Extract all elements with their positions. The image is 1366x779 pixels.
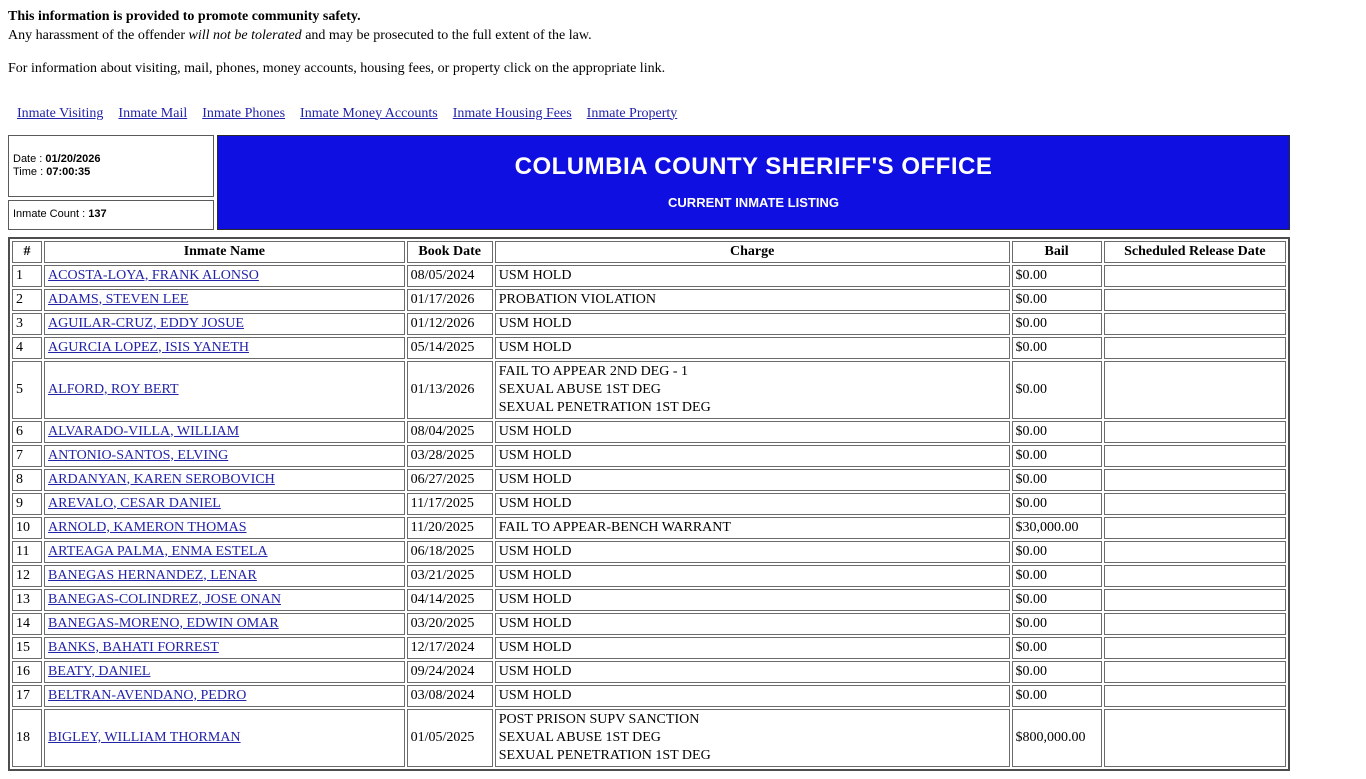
release-date-cell xyxy=(1104,289,1286,311)
charge-cell xyxy=(495,661,1010,683)
inmate-name-cell xyxy=(44,337,405,359)
row-number-cell: 8 xyxy=(12,469,42,491)
charge-line: SEXUAL PENETRATION 1ST DEG xyxy=(498,399,711,415)
table-row xyxy=(12,709,1286,767)
link-inmate-mail[interactable]: Inmate Mail xyxy=(118,105,188,121)
charge-line: SEXUAL ABUSE 1ST DEG xyxy=(498,381,661,397)
time-line xyxy=(13,166,208,179)
bail-cell: $0.00 xyxy=(1012,637,1102,659)
inmate-name-cell xyxy=(44,541,405,563)
release-date-cell xyxy=(1104,313,1286,335)
inmate-name-link[interactable]: BELTRAN-AVENDANO, PEDRO xyxy=(48,687,247,703)
inmate-name-link[interactable]: AREVALO, CESAR DANIEL xyxy=(48,495,221,511)
inmate-name-cell xyxy=(44,517,405,539)
row-number-cell: 13 xyxy=(12,589,42,611)
charge-line: USM HOLD xyxy=(498,543,572,559)
charge-cell xyxy=(495,517,1010,539)
inmate-name-link[interactable]: BANEGAS-MORENO, EDWIN OMAR xyxy=(48,615,279,631)
charge-line: FAIL TO APPEAR-BENCH WARRANT xyxy=(498,519,731,535)
book-date-cell: 12/17/2024 xyxy=(407,637,493,659)
table-row xyxy=(12,421,1286,443)
header-bail: Bail xyxy=(1012,241,1102,263)
book-date-cell: 03/08/2024 xyxy=(407,685,493,707)
bail-cell: $0.00 xyxy=(1012,421,1102,443)
inmate-name-link[interactable]: AGURCIA LOPEZ, ISIS YANETH xyxy=(48,339,249,355)
charge-line: USM HOLD xyxy=(498,687,572,703)
charge-line: USM HOLD xyxy=(498,567,572,583)
header-left-column xyxy=(8,135,214,230)
inmate-name-link[interactable]: ALVARADO-VILLA, WILLIAM xyxy=(48,423,240,439)
date-value: 01/20/2026 xyxy=(45,152,101,165)
release-date-cell xyxy=(1104,709,1286,767)
safety-notice xyxy=(8,8,1358,79)
banner xyxy=(217,135,1290,230)
table-row xyxy=(12,289,1286,311)
charge-line: USM HOLD xyxy=(498,663,572,679)
notice-line-2 xyxy=(8,27,1358,46)
inmate-name-cell xyxy=(44,709,405,767)
notice-line-2-italic: will not be tolerated xyxy=(188,27,302,43)
book-date-cell: 03/20/2025 xyxy=(407,613,493,635)
time-label: Time : xyxy=(13,165,44,178)
row-number-cell: 10 xyxy=(12,517,42,539)
row-number-cell: 12 xyxy=(12,565,42,587)
table-header-row xyxy=(12,241,1286,263)
book-date-cell: 01/13/2026 xyxy=(407,361,493,419)
table-row xyxy=(12,313,1286,335)
release-date-cell xyxy=(1104,265,1286,287)
charge-line: USM HOLD xyxy=(498,315,572,331)
release-date-cell xyxy=(1104,469,1286,491)
bail-cell: $0.00 xyxy=(1012,661,1102,683)
table-row xyxy=(12,637,1286,659)
inmate-name-cell xyxy=(44,445,405,467)
bail-cell: $800,000.00 xyxy=(1012,709,1102,767)
book-date-cell: 04/14/2025 xyxy=(407,589,493,611)
inmate-name-link[interactable]: ARDANYAN, KAREN SEROBOVICH xyxy=(48,471,275,487)
inmate-name-cell xyxy=(44,361,405,419)
charge-cell xyxy=(495,469,1010,491)
table-row xyxy=(12,445,1286,467)
banner-title: COLUMBIA COUNTY SHERIFF'S OFFICE xyxy=(514,152,993,180)
header-scheduled-release-date: Scheduled Release Date xyxy=(1104,241,1286,263)
row-number-cell: 9 xyxy=(12,493,42,515)
inmate-name-link[interactable]: BANEGAS HERNANDEZ, LENAR xyxy=(48,567,257,583)
release-date-cell xyxy=(1104,421,1286,443)
charge-cell xyxy=(495,289,1010,311)
table-row xyxy=(12,541,1286,563)
time-value: 07:00:35 xyxy=(46,165,91,178)
notice-line-2-post: and may be prosecuted to the full extent of the law. xyxy=(301,27,592,43)
table-row xyxy=(12,613,1286,635)
bail-cell: $0.00 xyxy=(1012,589,1102,611)
book-date-cell: 05/14/2025 xyxy=(407,337,493,359)
header-charge: Charge xyxy=(495,241,1010,263)
book-date-cell: 03/21/2025 xyxy=(407,565,493,587)
charge-cell xyxy=(495,445,1010,467)
release-date-cell xyxy=(1104,493,1286,515)
notice-line-2-pre: Any harassment of the offender xyxy=(8,27,189,43)
bail-cell: $0.00 xyxy=(1012,613,1102,635)
charge-line: USM HOLD xyxy=(498,447,572,463)
inmate-links xyxy=(17,106,1358,122)
link-inmate-visiting[interactable]: Inmate Visiting xyxy=(17,105,104,121)
link-inmate-housing-fees[interactable]: Inmate Housing Fees xyxy=(452,105,572,121)
release-date-cell xyxy=(1104,685,1286,707)
book-date-cell: 06/27/2025 xyxy=(407,469,493,491)
inmate-count-line xyxy=(13,208,107,221)
bail-cell: $0.00 xyxy=(1012,493,1102,515)
charge-line: POST PRISON SUPV SANCTION xyxy=(498,711,700,727)
bail-cell: $30,000.00 xyxy=(1012,517,1102,539)
charge-cell xyxy=(495,541,1010,563)
inmate-table xyxy=(8,237,1290,771)
banner-subtitle: CURRENT INMATE LISTING xyxy=(668,194,839,210)
header-inmate-name: Inmate Name xyxy=(44,241,405,263)
charge-line: USM HOLD xyxy=(498,615,572,631)
charge-cell xyxy=(495,361,1010,419)
release-date-cell xyxy=(1104,337,1286,359)
header-number: # xyxy=(12,241,42,263)
inmate-name-cell xyxy=(44,289,405,311)
inmate-name-cell xyxy=(44,313,405,335)
notice-line-3: For information about visiting, mail, phones, money accounts, housing fees, or property click on the appropriate link. xyxy=(8,61,666,76)
charge-cell xyxy=(495,265,1010,287)
charge-line: USM HOLD xyxy=(498,423,572,439)
charge-cell xyxy=(495,313,1010,335)
header-band xyxy=(8,135,1290,230)
bail-cell: $0.00 xyxy=(1012,337,1102,359)
book-date-cell: 08/04/2025 xyxy=(407,421,493,443)
date-label: Date : xyxy=(13,152,43,165)
bail-cell: $0.00 xyxy=(1012,541,1102,563)
book-date-cell: 01/05/2025 xyxy=(407,709,493,767)
inmate-name-link[interactable]: ARTEAGA PALMA, ENMA ESTELA xyxy=(48,543,268,559)
date-time-box xyxy=(8,135,214,197)
inmate-table-body xyxy=(12,265,1286,767)
inmate-name-link[interactable]: AGUILAR-CRUZ, EDDY JOSUE xyxy=(48,315,244,331)
bail-cell: $0.00 xyxy=(1012,565,1102,587)
inmate-name-cell xyxy=(44,265,405,287)
bail-cell: $0.00 xyxy=(1012,685,1102,707)
charge-line: USM HOLD xyxy=(498,495,572,511)
release-date-cell xyxy=(1104,613,1286,635)
inmate-name-link[interactable]: ADAMS, STEVEN LEE xyxy=(48,291,189,307)
inmate-name-cell xyxy=(44,685,405,707)
row-number-cell: 16 xyxy=(12,661,42,683)
link-inmate-phones[interactable]: Inmate Phones xyxy=(202,105,286,121)
inmate-name-link[interactable]: BIGLEY, WILLIAM THORMAN xyxy=(48,729,241,745)
charge-line: USM HOLD xyxy=(498,267,572,283)
inmate-name-cell xyxy=(44,565,405,587)
header-book-date: Book Date xyxy=(407,241,493,263)
release-date-cell xyxy=(1104,361,1286,419)
row-number-cell: 17 xyxy=(12,685,42,707)
table-row xyxy=(12,517,1286,539)
book-date-cell: 08/05/2024 xyxy=(407,265,493,287)
table-row xyxy=(12,661,1286,683)
charge-cell xyxy=(495,613,1010,635)
bail-cell: $0.00 xyxy=(1012,313,1102,335)
charge-cell xyxy=(495,685,1010,707)
charge-cell xyxy=(495,637,1010,659)
charge-line: USM HOLD xyxy=(498,471,572,487)
book-date-cell: 09/24/2024 xyxy=(407,661,493,683)
row-number-cell: 5 xyxy=(12,361,42,419)
inmate-name-link[interactable]: ANTONIO-SANTOS, ELVING xyxy=(48,447,229,463)
charge-line: FAIL TO APPEAR 2ND DEG - 1 xyxy=(498,363,689,379)
row-number-cell: 2 xyxy=(12,289,42,311)
bail-cell: $0.00 xyxy=(1012,361,1102,419)
bail-cell: $0.00 xyxy=(1012,265,1102,287)
charge-cell xyxy=(495,565,1010,587)
release-date-cell xyxy=(1104,565,1286,587)
inmate-name-cell xyxy=(44,421,405,443)
table-row xyxy=(12,469,1286,491)
book-date-cell: 06/18/2025 xyxy=(407,541,493,563)
charge-cell xyxy=(495,493,1010,515)
table-row xyxy=(12,685,1286,707)
row-number-cell: 7 xyxy=(12,445,42,467)
charge-line: PROBATION VIOLATION xyxy=(498,291,656,307)
bail-cell: $0.00 xyxy=(1012,445,1102,467)
inmate-count-value: 137 xyxy=(88,208,107,220)
charge-cell xyxy=(495,337,1010,359)
link-inmate-property[interactable]: Inmate Property xyxy=(586,105,678,121)
inmate-name-link[interactable]: BANEGAS-COLINDREZ, JOSE ONAN xyxy=(48,591,281,607)
charge-cell xyxy=(495,709,1010,767)
inmate-name-cell xyxy=(44,469,405,491)
bail-cell: $0.00 xyxy=(1012,469,1102,491)
row-number-cell: 15 xyxy=(12,637,42,659)
date-line xyxy=(13,153,208,166)
row-number-cell: 14 xyxy=(12,613,42,635)
book-date-cell: 11/17/2025 xyxy=(407,493,493,515)
row-number-cell: 1 xyxy=(12,265,42,287)
row-number-cell: 3 xyxy=(12,313,42,335)
inmate-name-link[interactable]: ACOSTA-LOYA, FRANK ALONSO xyxy=(48,267,259,283)
book-date-cell: 01/17/2026 xyxy=(407,289,493,311)
table-row xyxy=(12,337,1286,359)
book-date-cell: 11/20/2025 xyxy=(407,517,493,539)
release-date-cell xyxy=(1104,517,1286,539)
inmate-count-label: Inmate Count : xyxy=(13,208,86,220)
link-inmate-money-accounts[interactable]: Inmate Money Accounts xyxy=(300,105,438,121)
inmate-name-cell xyxy=(44,661,405,683)
table-row xyxy=(12,565,1286,587)
row-number-cell: 11 xyxy=(12,541,42,563)
charge-cell xyxy=(495,589,1010,611)
release-date-cell xyxy=(1104,445,1286,467)
table-row xyxy=(12,265,1286,287)
release-date-cell xyxy=(1104,589,1286,611)
bail-cell: $0.00 xyxy=(1012,289,1102,311)
inmate-name-link[interactable]: ARNOLD, KAMERON THOMAS xyxy=(48,519,247,535)
inmate-name-link[interactable]: BEATY, DANIEL xyxy=(48,663,151,679)
row-number-cell: 18 xyxy=(12,709,42,767)
inmate-name-link[interactable]: BANKS, BAHATI FORREST xyxy=(48,639,219,655)
inmate-name-cell xyxy=(44,637,405,659)
table-row xyxy=(12,361,1286,419)
release-date-cell xyxy=(1104,541,1286,563)
charge-line: USM HOLD xyxy=(498,591,572,607)
charge-line: SEXUAL ABUSE 1ST DEG xyxy=(498,729,661,745)
row-number-cell: 6 xyxy=(12,421,42,443)
inmate-name-link[interactable]: ALFORD, ROY BERT xyxy=(48,381,179,397)
inmate-count-box xyxy=(8,200,214,230)
release-date-cell xyxy=(1104,637,1286,659)
table-row xyxy=(12,493,1286,515)
book-date-cell: 01/12/2026 xyxy=(407,313,493,335)
release-date-cell xyxy=(1104,661,1286,683)
notice-line-1: This information is provided to promote community safety. xyxy=(8,9,361,24)
charge-line: USM HOLD xyxy=(498,639,572,655)
charge-cell xyxy=(495,421,1010,443)
book-date-cell: 03/28/2025 xyxy=(407,445,493,467)
charge-line: USM HOLD xyxy=(498,339,572,355)
inmate-name-cell xyxy=(44,493,405,515)
inmate-name-cell xyxy=(44,589,405,611)
row-number-cell: 4 xyxy=(12,337,42,359)
table-row xyxy=(12,589,1286,611)
inmate-name-cell xyxy=(44,613,405,635)
charge-line: SEXUAL PENETRATION 1ST DEG xyxy=(498,747,711,763)
